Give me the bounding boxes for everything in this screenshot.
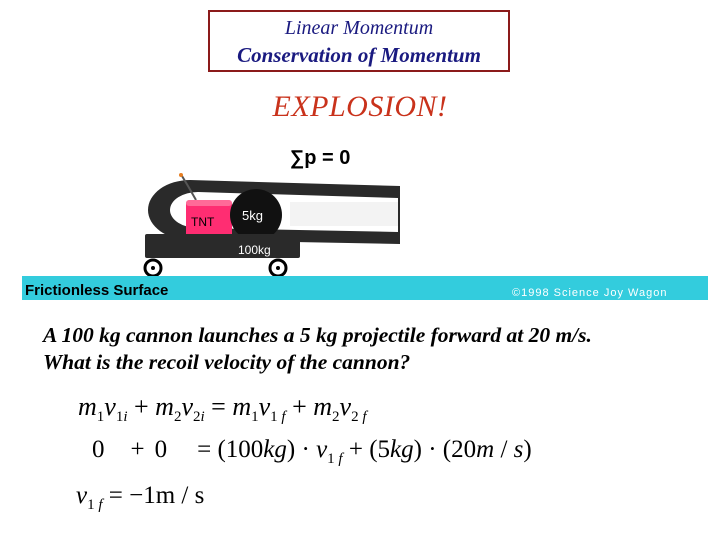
cannon-carriage: [145, 234, 300, 258]
cannon-mass-label: 100kg: [238, 243, 271, 257]
title-line-1: Linear Momentum: [284, 17, 434, 39]
momentum-equation: $m_1v_{1i} + m_2v_{2i} = m_1v_{1 f} + m_2v_{2 f}$: [78, 392, 367, 426]
title-line-2: Conservation of Momentum: [237, 43, 481, 67]
substituted-equation: $0 + 0 = (100kg) \cdot v_{1 f} + (5kg) \cdot (20m / s)$: [92, 436, 532, 467]
recoil-velocity-result: $v_{1 f} = -1m / s$: [76, 482, 205, 513]
momentum-sum-label: ∑p = 0: [290, 147, 351, 169]
headline: EXPLOSION!: [272, 90, 448, 123]
problem-line-1: A 100 kg cannon launches a 5 kg projectile forward at 20 m/s.: [43, 323, 592, 347]
projectile-mass-label: 5kg: [242, 208, 263, 223]
initial-momentum-2: 0: [154, 436, 168, 463]
plus-sign: +: [130, 436, 145, 463]
problem-line-2: What is the recoil velocity of the cannon?: [43, 350, 411, 374]
surface-label: Frictionless Surface: [25, 282, 169, 299]
tnt-label: TNT: [191, 215, 215, 229]
problem-statement: [43, 322, 693, 376]
title-box: [208, 10, 510, 72]
recoil-velocity-value: −1m / s: [129, 482, 205, 509]
initial-momentum-1: 0: [92, 436, 105, 463]
copyright-credit: ©1998 Science Joy Wagon: [512, 287, 668, 299]
cannon-illustration: [0, 140, 720, 302]
